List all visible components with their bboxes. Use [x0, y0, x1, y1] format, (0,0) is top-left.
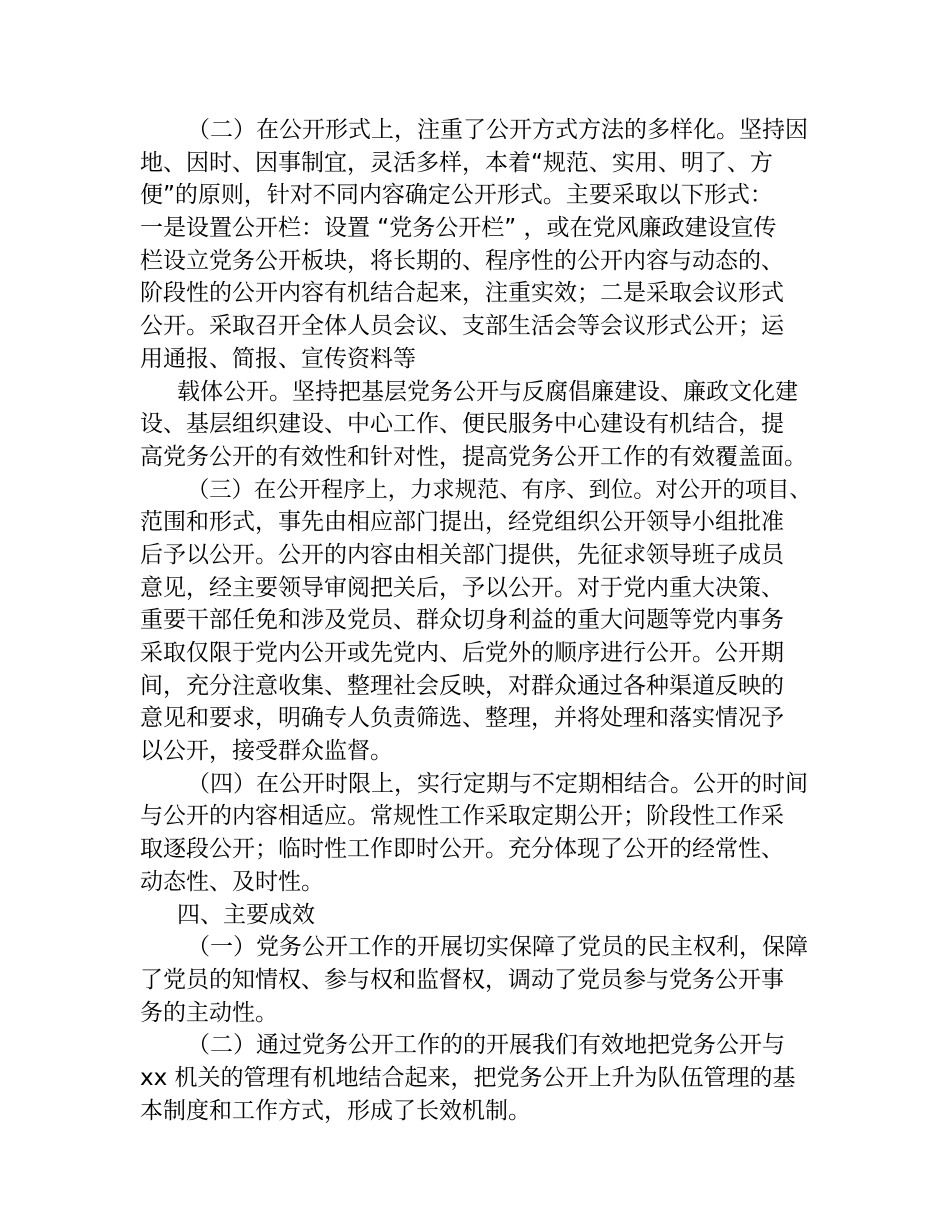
text-line: 与公开的内容相适应。常规性工作采取定期公开；阶段性工作采	[140, 803, 784, 830]
text-line: 公开。采取召开全体人员会议、支部生活会等会议形式公开；运	[140, 313, 784, 340]
text-line: 范围和形式，事先由相应部门提出，经党组织公开领导小组批准	[140, 509, 784, 536]
text-line: 高党务公开的有效性和针对性，提高党务公开工作的有效覆盖面。	[140, 443, 807, 470]
text-line: 地、因时、因事制宜，灵活多样，本着“规范、实用、明了、方	[140, 149, 773, 176]
text-line: 意见，经主要领导审阅把关后，予以公开。对于党内重大决策、	[140, 574, 784, 601]
text-line: 阶段性的公开内容有机结合起来，注重实效；二是采取会议形式	[140, 280, 784, 307]
text-line: 本制度和工作方式，形成了长效机制。	[140, 1097, 531, 1124]
text-line: 了党员的知情权、参与权和监督权，调动了党员参与党务公开事	[140, 966, 784, 993]
text-line: 用通报、简报、宣传资料等	[140, 345, 416, 372]
text-line: xx 机关的管理有机地结合起来，把党务公开上升为队伍管理的基	[140, 1064, 796, 1091]
text-line: 意见和要求，明确专人负责筛选、整理，并将处理和落实情况予	[140, 705, 784, 732]
text-line: 务的主动性。	[140, 999, 278, 1026]
section-heading: 四、主要成效	[177, 901, 315, 928]
text-line: （三）在公开程序上，力求规范、有序、到位。对公开的项目、	[187, 476, 812, 503]
text-line: 便”的原则，针对不同内容确定公开形式。主要采取以下形式：	[140, 182, 773, 209]
text-line: 以公开，接受群众监督。	[140, 738, 393, 765]
document-body	[140, 114, 812, 1127]
text-line: 间，充分注意收集、整理社会反映，对群众通过各种渠道反映的	[140, 672, 784, 699]
text-line: （一）党务公开工作的开展切实保障了党员的民主权利，保障	[187, 934, 808, 961]
text-line: 设、基层组织建设、中心工作、便民服务中心建设有机结合，提	[140, 411, 784, 438]
text-line: 载体公开。坚持把基层党务公开与反腐倡廉建设、廉政文化建	[177, 378, 798, 405]
text-line: 栏设立党务公开板块，将长期的、程序性的公开内容与动态的、	[140, 247, 784, 274]
text-line: 取逐段公开；临时性工作即时公开。充分体现了公开的经常性、	[140, 836, 784, 863]
text-line: 采取仅限于党内公开或先党内、后党外的顺序进行公开。公开期	[140, 640, 784, 666]
text-line: 重要干部任免和涉及党员、群众切身利益的重大问题等党内事务	[140, 607, 784, 634]
text-line: （四）在公开时限上，实行定期与不定期相结合。公开的时间	[187, 770, 808, 797]
text-line: （二）在公开形式上，注重了公开方式方法的多样化。坚持因	[187, 117, 808, 143]
text-line: 一是设置公开栏：设置 “党务公开栏” ，或在党风廉政建设宣传	[140, 215, 777, 242]
text-line: 动态性、及时性。	[140, 868, 324, 895]
text-line: （二）通过党务公开工作的的开展我们有效地把党务公开与	[187, 1032, 785, 1059]
text-line: 后予以公开。公开的内容由相关部门提供，先征求领导班子成员	[140, 541, 784, 568]
